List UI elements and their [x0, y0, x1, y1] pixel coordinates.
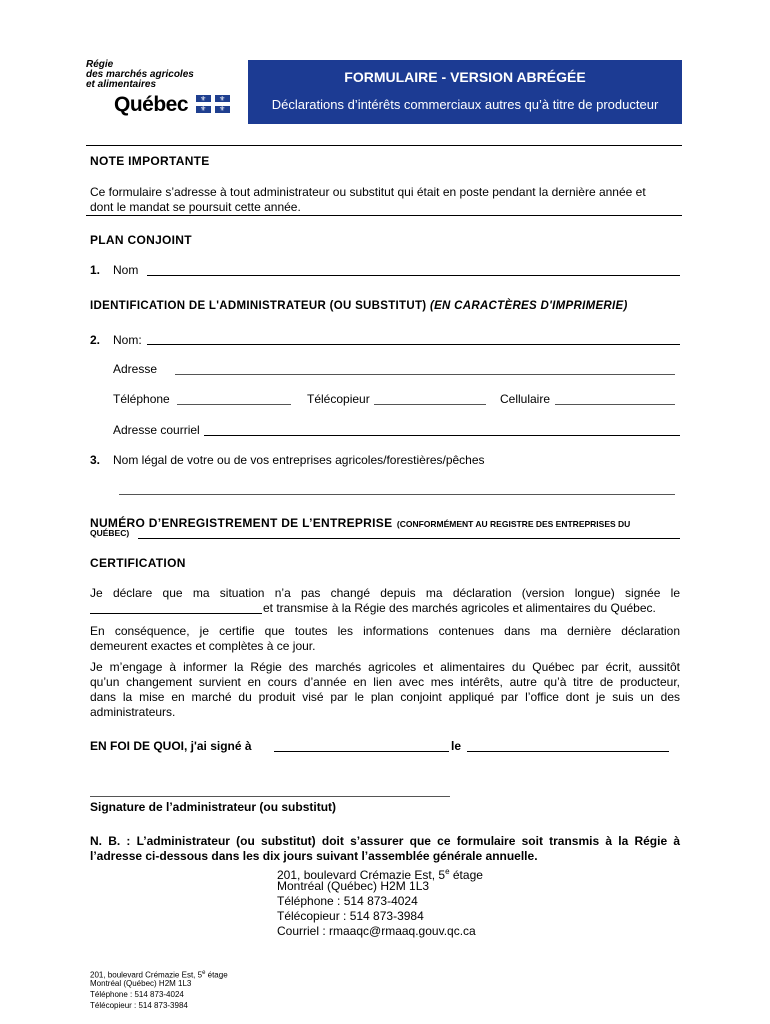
divider — [86, 215, 682, 216]
entreprise-num: 3. — [90, 453, 101, 467]
cert-p1-line1: Je déclare que ma situation n’a pas changé depuis ma déclaration (version longue) signée le — [90, 586, 680, 600]
cert-p2-line2: demeurent exactes et complètes à ce jour. — [90, 639, 316, 653]
numero-heading-small2: QUÉBEC) — [90, 528, 130, 538]
plan-nom-label: Nom — [113, 263, 139, 277]
form-subtitle: Déclarations d’intérêts commerciaux autres qu’à titre de producteur — [271, 97, 659, 112]
telecopieur-field[interactable] — [374, 404, 486, 405]
org-line2: des marchés agricoles — [86, 69, 194, 80]
note-heading: NOTE IMPORTANTE — [90, 154, 210, 168]
divider — [86, 145, 682, 146]
cellulaire-label: Cellulaire — [500, 392, 551, 406]
plan-nom-field[interactable] — [147, 275, 680, 276]
numero-heading-small: (CONFORMÉMENT AU REGISTRE DES ENTREPRISES DU — [396, 519, 631, 529]
nb-addr1-sup: e — [445, 867, 450, 876]
date-field[interactable] — [467, 751, 669, 752]
numero-heading — [90, 514, 630, 532]
identification-heading — [90, 300, 628, 312]
footer-line1-post: étage — [205, 970, 228, 980]
footer-line1-sup: e — [202, 970, 206, 976]
cert-p3-line4: administrateurs. — [90, 705, 176, 719]
adresse-label: Adresse — [113, 362, 158, 376]
courriel-field[interactable] — [204, 435, 680, 436]
nb-address-line3: Téléphone : 514 873-4024 — [277, 894, 418, 908]
signature-label: Signature de l’administrateur (ou substitut) — [90, 800, 337, 814]
cert-p3-line3: dans la mise en marché du produit visé par le plan conjoint appliqué par l’office dont je suis un des — [90, 690, 680, 704]
ident-nom-label: Nom: — [113, 333, 142, 347]
cert-p3-line1: Je m’engage à informer la Régie des marchés agricoles et alimentaires du Québec par écrit, aussitôt — [90, 660, 680, 674]
telephone-field[interactable] — [177, 404, 291, 405]
footer-line3: Téléphone : 514 873-4024 — [90, 990, 184, 999]
entreprise-field[interactable] — [119, 494, 675, 495]
cert-date-field[interactable] — [90, 613, 262, 614]
regie-logo — [86, 60, 236, 120]
ident-num: 2. — [90, 333, 101, 347]
footer-line1-pre: 201, boulevard Crémazie Est, 5 — [90, 970, 203, 980]
nb-address-line2: Montréal (Québec) H2M 1L3 — [277, 879, 430, 893]
nb-addr1-post: étage — [449, 868, 483, 882]
plan-num: 1. — [90, 263, 101, 277]
courriel-label: Adresse courriel — [113, 423, 200, 437]
cert-p2-line1: En conséquence, je certifie que toutes les informations contenues dans ma dernière déclaration — [90, 624, 680, 638]
nb-addr1-pre: 201, boulevard Crémazie Est, 5 — [277, 868, 446, 882]
org-name: Québec — [114, 93, 189, 116]
form-title: FORMULAIRE - VERSION ABRÉGÉE — [344, 69, 586, 85]
footer-line4: Télécopieur : 514 873-3984 — [90, 1001, 188, 1010]
adresse-field[interactable] — [175, 374, 675, 375]
identification-heading-text: IDENTIFICATION DE L'ADMINISTRATEUR (OU SUBSTITUT) — [90, 300, 427, 312]
title-banner — [248, 60, 682, 124]
footer-line2: Montréal (Québec) H2M 1L3 — [90, 979, 192, 988]
note-line2: dont le mandat se poursuit cette année. — [90, 200, 301, 214]
nb-email[interactable]: Courriel : rmaaqc@rmaaq.gouv.qc.ca — [277, 924, 476, 938]
ident-nom-field[interactable] — [147, 344, 680, 345]
certification-heading: CERTIFICATION — [90, 556, 186, 570]
cellulaire-field[interactable] — [555, 404, 675, 405]
numero-heading-text: NUMÉRO D’ENREGISTREMENT DE L’ENTREPRISE — [90, 516, 393, 530]
nb-line1: N. B. : L’administrateur (ou substitut) doit s’assurer que ce formulaire soit transmis à la Régie à — [90, 834, 680, 848]
identification-heading-italic: (EN CARACTÈRES D'IMPRIMERIE) — [429, 300, 628, 312]
nb-line2: l’adresse ci-dessous dans les dix jours suivant l’assemblée générale annuelle. — [90, 849, 538, 863]
telephone-label: Téléphone — [113, 392, 170, 406]
entreprise-label: Nom légal de votre ou de vos entreprises agricoles/forestières/pêches — [113, 453, 485, 467]
nb-address-line4: Télécopieur : 514 873-3984 — [277, 909, 424, 923]
telecopieur-label: Télécopieur — [307, 392, 370, 406]
org-line3: et alimentaires — [86, 79, 157, 90]
lieu-field[interactable] — [274, 751, 449, 752]
note-line1: Ce formulaire s’adresse à tout administrateur ou substitut qui était en poste pendant la dernière année et — [90, 185, 646, 199]
signature-field[interactable] — [90, 796, 450, 797]
le-label: le — [451, 739, 462, 753]
cert-p3-line2: qu’un changement survient en cours d’année en lien avec mes intérêts, autre qu’à titre de producteur, — [90, 675, 680, 689]
quebec-flag-icon: ⚜ ⚜ ⚜ ⚜ — [196, 95, 230, 113]
plan-heading: PLAN CONJOINT — [90, 233, 192, 247]
foi-label: EN FOI DE QUOI, j'ai signé à — [90, 739, 252, 753]
org-line1: Régie — [86, 59, 114, 70]
cert-p1-line2: et transmise à la Régie des marchés agricoles et alimentaires du Québec. — [263, 601, 656, 615]
numero-field[interactable] — [138, 538, 680, 539]
